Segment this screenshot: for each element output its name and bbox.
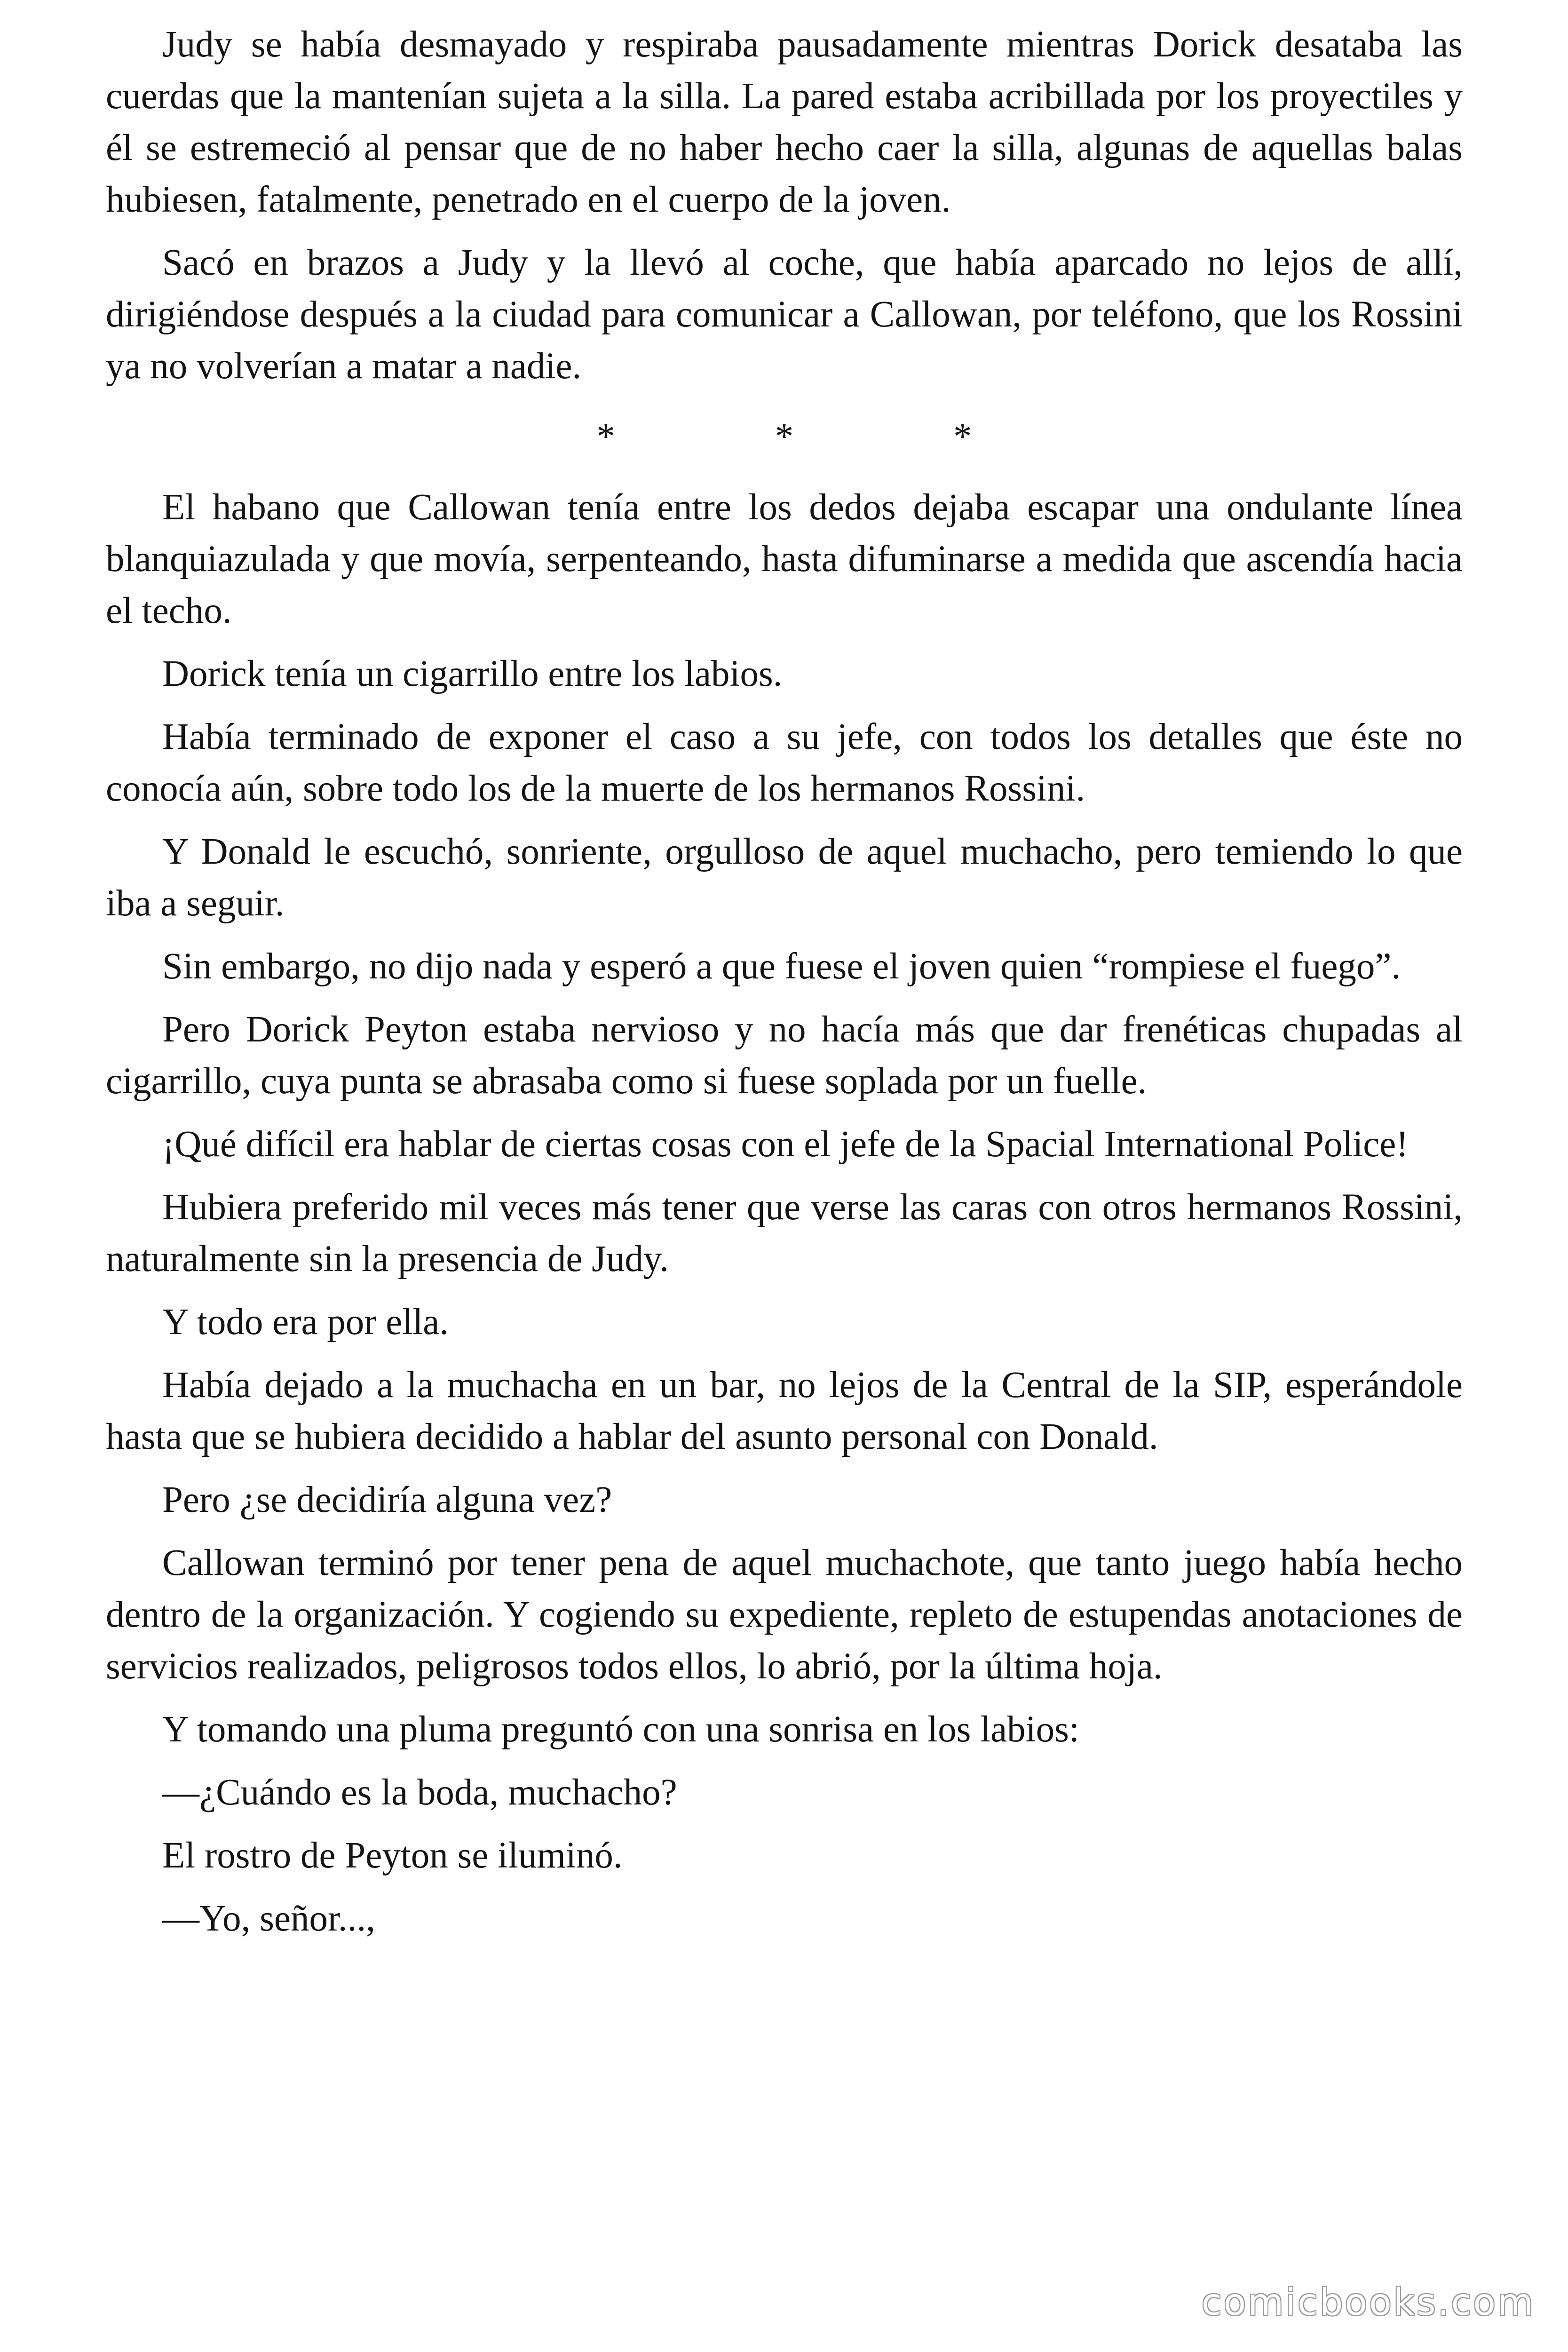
paragraph-8: Pero Dorick Peyton estaba nervioso y no hacía más que dar frenéticas chupadas al cigarrillo, cuya punta se abrasaba como si fuese soplada por un fuelle.: [106, 1009, 1463, 1102]
paragraph-7: Sin embargo, no dijo nada y esperó a que fuese el joven quien “rompiese el fuego”.: [162, 946, 1401, 987]
paragraph-6: Y Donald le escuchó, sonriente, orgulloso de aquel muchacho, pero temiendo lo que iba a seguir.: [106, 831, 1463, 924]
paragraph-18: —Yo, señor...,: [162, 1898, 375, 1939]
paragraph-3: El habano que Callowan tenía entre los dedos dejaba escapar una ondulante línea blanquiazulada y que movía, serpenteando, hasta difuminarse a medida que ascendía hacia el techo.: [106, 487, 1463, 631]
paragraph-11: Y todo era por ella.: [162, 1302, 449, 1343]
paragraph-12: Había dejado a la muchacha en un bar, no lejos de la Central de la SIP, esperándole hasta que se hubiera decidido a hablar del asunto personal con Donald.: [106, 1365, 1463, 1457]
paragraph-15: Y tomando una pluma preguntó con una sonrisa en los labios:: [162, 1709, 1079, 1750]
book-page: [106, 19, 1463, 1956]
paragraph-13: Pero ¿se decidiría alguna vez?: [162, 1479, 612, 1520]
section-separator: * * *: [596, 416, 1047, 457]
paragraph-2: Sacó en brazos a Judy y la llevó al coche, que había aparcado no lejos de allí, dirigiéndose después a la ciudad para comunicar a Callowan, por teléfono, que los Rossini ya no volverían a matar a nadie.: [106, 242, 1463, 387]
paragraph-10: Hubiera preferido mil veces más tener que verse las caras con otros hermanos Rossini, naturalmente sin la presencia de Judy.: [106, 1187, 1463, 1279]
paragraph-9: ¡Qué difícil era hablar de ciertas cosas con el jefe de la Spacial International Police!: [162, 1124, 1409, 1165]
paragraph-4: Dorick tenía un cigarrillo entre los labios.: [162, 653, 783, 694]
watermark: comicbooks.com: [1201, 2281, 1535, 2324]
paragraph-17: El rostro de Peyton se iluminó.: [162, 1835, 623, 1876]
paragraph-16: —¿Cuándo es la boda, muchacho?: [162, 1772, 677, 1813]
paragraph-14: Callowan terminó por tener pena de aquel muchachote, que tanto juego había hecho dentro de la organización. Y cogiendo su expediente, repleto de estupendas anotaciones de servicios realizados, peligrosos todos ellos, lo abrió, por la última hoja.: [106, 1542, 1463, 1687]
paragraph-1: Judy se había desmayado y respiraba pausadamente mientras Dorick desataba las cuerdas que la mantenían sujeta a la silla. La pared estaba acribillada por los proyectiles y él se estremeció al pensar que de no haber hecho caer la silla, algunas de aquellas balas hubiesen, fatalmente, penetrado en el cuerpo de la joven.: [106, 24, 1463, 220]
paragraph-5: Había terminado de exponer el caso a su jefe, con todos los detalles que éste no conocía aún, sobre todo los de la muerte de los hermanos Rossini.: [106, 716, 1463, 809]
